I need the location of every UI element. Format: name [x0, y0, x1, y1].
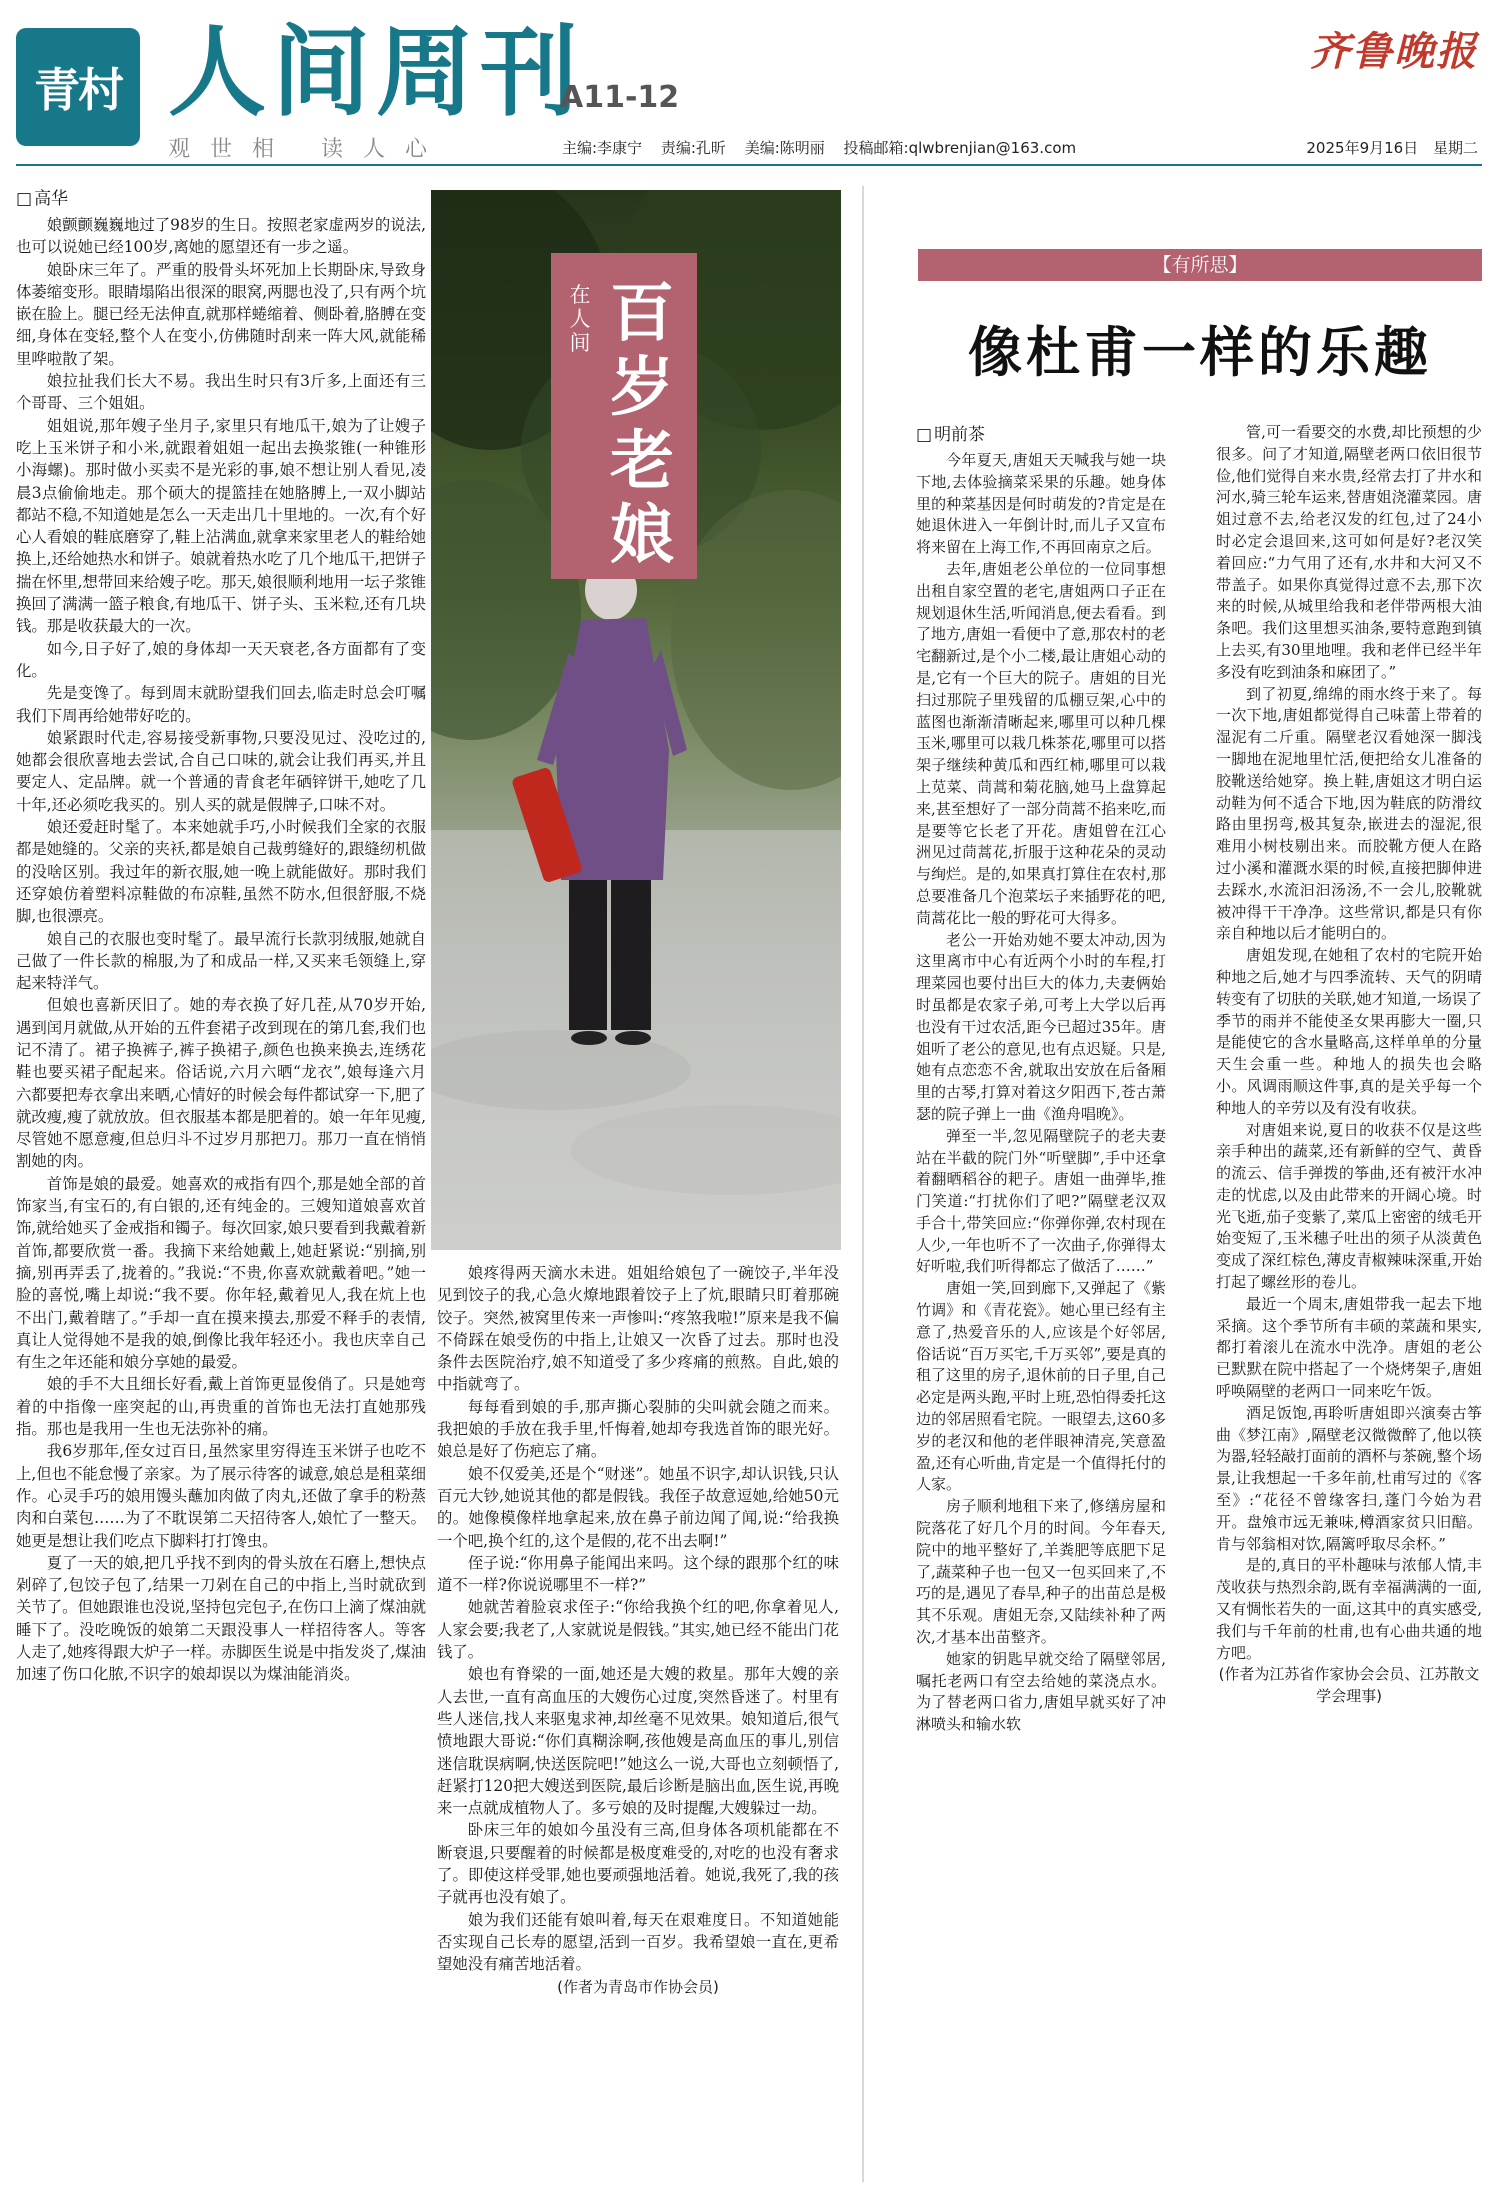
date-text: 2025年9月16日 [1306, 139, 1419, 157]
paragraph: 最近一个周末,唐姐带我一起去下地采摘。这个季节所有丰硕的菜蔬和果实,都打着滚儿在流水中洗净。唐姐的老公已默默在院中搭起了一个烧烤架子,唐姐呼唤隔壁的老两口一同来吃午饭。 [1216, 1294, 1482, 1401]
paragraph: 每每看到娘的手,那声撕心裂肺的尖叫就会随之而来。我把娘的手放在我手里,忏悔着,她却夸我选首饰的眼光好。娘总是好了伤疤忘了痛。 [437, 1397, 839, 1461]
column-divider [862, 186, 864, 2182]
paragraph: 今年夏天,唐姐天天喊我与她一块下地,去体验摘菜采果的乐趣。她身体里的种菜基因是何时萌发的?肯定是在她退休进入一年倒计时,而儿子又宣布将来留在上海工作,不再回南京之后。 [916, 451, 1166, 557]
slogan: 观世相 读人心 [168, 137, 447, 162]
paragraph: 房子顺利地租下来了,修缮房屋和院落花了好几个月的时间。今年春天,院中的地平整好了,羊粪肥等底肥下足了,蔬菜种子也一包又一包买回来了,不巧的是,遇见了春旱,种子的出苗总是极其不乐观。唐姐无奈,又陆续补种了两次,才基本出苗整齐。 [916, 1497, 1166, 1647]
paragraph: 娘也有脊梁的一面,她还是大嫂的救星。那年大嫂的亲人去世,一直有高血压的大嫂伤心过度,突然昏迷了。村里有些人迷信,找人来驱鬼求神,却丝毫不见效果。娘知道后,很气愤地跟大哥说:“你们真糊涂啊,孩他嫂是高血压的事儿,别信迷信耽误病啊,快送医院吧!”她这么一说,大哥也立刻顿悟了,赶紧打120把大嫂送到医院,最后诊断是脑出血,医生说,再晚来一点就成植物人了。多亏娘的及时提醒,大嫂躲过一劫。 [437, 1665, 839, 1818]
paragraph: 管,可一看要交的水费,却比预想的少很多。问了才知道,隔壁老两口依旧很节俭,他们觉得自来水贵,经常去打了井水和河水,骑三轮车运来,替唐姐浇灌菜园。唐姐过意不去,给老汉发的红包,过了24小时必定会退回来,这可如何是好?老汉笑着回应:“力气用了还有,水井和大河又不带盖子。如果你真觉得过意不去,那下次来的时候,从城里给我和老伴带两根大油条吧。我们这里想买油条,要特意跑到镇上去买,有30里地哩。我和老伴已经半年多没有吃到油条和麻团了。” [1216, 423, 1482, 681]
feature-section-tag: 在人间 [569, 283, 591, 355]
paragraph: 姐姐说,那年嫂子坐月子,家里只有地瓜干,娘为了让嫂子吃上玉米饼子和小米,就跟着姐姐一起出去换浆锥(一种锥形小海螺)。那时做小买卖不是光彩的事,娘不想让别人看见,凌晨3点偷偷地走。那个硕大的提篮挂在她胳膊上,一双小脚站都站不稳,不知道她是怎么一天走出几十里地的。一次,有个好心人看娘的鞋底磨穿了,鞋上沾满血,就拿来家里老人的鞋给她换上,还给她热水和饼子。娘就着热水吃了几个地瓜干,把饼子揣在怀里,想带回来给嫂子吃。那天,娘很顺利地用一坛子浆锥换回了满满一篮子粮食,有地瓜干、饼子头、玉米粒,还有几块钱。那是收获最大的一次。 [16, 416, 426, 636]
paragraph: 娘还爱赶时髦了。本来她就手巧,小时候我们全家的衣服都是她缝的。父亲的夹袄,都是娘自己裁剪缝好的,跟缝纫机做的没啥区别。我过年的新衣服,她一晚上就能做好。那时我们还穿娘仿着塑料凉鞋做的布凉鞋,虽然不防水,但很舒服,不烧脚,也很漂亮。 [16, 818, 426, 926]
paragraph: 娘拉扯我们长大不易。我出生时只有3斤多,上面还有三个哥哥、三个姐姐。 [16, 372, 426, 413]
paragraph: 娘紧跟时代走,容易接受新事物,只要没见过、没吃过的,她都会很欣喜地去尝试,合自己口味的,就会让我们再买,并且要定人、定品牌。就一个普通的青食老年硒锌饼干,她吃了几十年,还必须吃我买的。别人买的就是假牌子,口味不对。 [16, 728, 426, 814]
paragraph: 娘的手不大且细长好看,戴上首饰更显俊俏了。只是她弯着的中指像一座突起的山,再贵重的首饰也无法打直她那残指。那也是我用一生也无法弥补的痛。 [16, 1375, 426, 1439]
feature-column-2 [437, 1262, 839, 2112]
paragraph: 但娘也喜新厌旧了。她的寿衣换了好几茬,从70岁开始,遇到闰月就做,从开始的五件套裙子改到现在的第几套,我们也记不清了。裙子换裤子,裤子换裙子,颜色也换来换去,连绣花鞋也要买裙子配起来。俗话说,六月六晒“龙衣”,娘每逢六月六都要把寿衣拿出来晒,心情好的时候会每件都试穿一下,肥了就改瘦,瘦了就放放。但衣服基本都是肥着的。娘一年年见瘦,尽管她不愿意瘦,但总归斗不过岁月那把刀。那刀一直在悄悄割她的肉。 [16, 996, 426, 1171]
feature-column-1 [16, 186, 426, 2191]
paragraph: 到了初夏,绵绵的雨水终于来了。每一次下地,唐姐都觉得自己味蕾上带着的湿泥有二斤重。隔壁老汉看她深一脚浅一脚地在泥地里忙活,便把给女儿准备的胶靴送给她穿。换上鞋,唐姐这才明白运动鞋为何不适合下地,因为鞋底的防滑纹路由里拐弯,极其复杂,嵌进去的湿泥,很难用小树枝剔出来。而胶靴方便人在路过小溪和灌溉水渠的时候,直接把脚伸进去踩水,水流汩汩汤汤,不一会儿,胶靴就被冲得干干净净。这些常识,都是只有你亲自种地以后才能明白的。 [1216, 684, 1482, 943]
feature-title: 百岁老娘 [610, 276, 674, 573]
newspaper-brand: 齐鲁晚报 [1310, 28, 1478, 75]
essay-section-tag: 【有所思】 [918, 249, 1482, 281]
feature-byline: □ 高华 [16, 186, 426, 212]
paragraph: 夏了一天的娘,把几乎找不到肉的骨头放在石磨上,想快点剁碎了,包饺子包了,结果一刀剁在自己的中指上,当时就砍到关节了。但她跟谁也没说,坚持包完包子,在伤口上滴了煤油就睡下了。没吃晚饭的娘第二天跟没事人一样招待客人。等客人走了,她疼得跟大炉子一样。赤脚医生说是中指发炎了,煤油加速了伤口化脓,不识字的娘却误以为煤油能消炎。 [16, 1553, 426, 1684]
paragraph: 娘疼得两天滴水未进。姐姐给娘包了一碗饺子,半年没见到饺子的我,心急火燎地跟着饺子上了炕,眼睛只盯着那碗饺子。突然,被窝里传来一声惨叫:“疼煞我啦!”原来是我不偏不倚踩在娘受伤的中指上,让娘又一次昏了过去。那时也没条件去医院治疗,娘不知道受了多少疼痛的煎熬。自此,娘的中指就弯了。 [437, 1264, 839, 1394]
feature-title-block [551, 253, 697, 579]
paragraph: 唐姐一笑,回到廊下,又弹起了《紫竹调》和《青花瓷》。她心里已经有主意了,热爱音乐的人,应该是个好邻居,俗话说“百万买宅,千万买邻”,要是真的租了这里的房子,退休前的日子里,自己必定是两头跑,平时上班,恐怕得委托这边的邻居照看宅院。一眼望去,这60多岁的老汉和他的老伴眼神清亮,笑意盈盈,还有心听曲,肯定是一个值得托付的人家。 [916, 1279, 1166, 1494]
paragraph: 娘为我们还能有娘叫着,每天在艰难度日。不知道她能否实现自己长寿的愿望,活到一百岁。我希望娘一直在,更希望她没有痛苦地活着。 [437, 1910, 839, 1974]
issue-date [1296, 137, 1478, 158]
paragraph: 娘颤颤巍巍地过了98岁的生日。按照老家虚两岁的说法,也可以说她已经100岁,离她的愿望还有一步之遥。 [16, 216, 426, 257]
paragraph: 娘自己的衣服也变时髦了。最早流行长款羽绒服,她就自己做了一件长款的棉服,为了和成品一样,又买来毛领缝上,穿起来特洋气。 [16, 929, 426, 993]
paragraph: 酒足饭饱,再聆听唐姐即兴演奏古筝曲《梦江南》,隔壁老汉微微醉了,他以筷为器,轻轻敲打面前的酒杯与茶碗,整个场景,让我想起一千多年前,杜甫写过的《客至》:“花径不曾缘客扫,蓬门今始为君开。盘飧市远无兼味,樽酒家贫只旧醅。肯与邻翁相对饮,隔篱呼取尽余杯。” [1216, 1403, 1482, 1553]
supplement-title: 人间周刊 [168, 15, 585, 130]
paragraph: 娘卧床三年了。严重的股骨头坏死加上长期卧床,导致身体萎缩变形。眼睛塌陷出很深的眼窝,两腮也没了,只有两个坑嵌在脸上。腿已经无法伸直,就那样蜷缩着、侧卧着,胳膊在变细,身体在变轻,整个人在变小,仿佛随时刮来一阵大风,就能稀里哗啦散了架。 [16, 260, 426, 368]
submission-email[interactable]: 投稿邮箱:qlwbrenjian@163.com [843, 139, 1077, 157]
feature-author-note: (作者为青岛市作协会员) [557, 1977, 719, 1996]
editor-credit: 主编:李康宁 [562, 139, 643, 157]
essay-byline: □ 明前茶 [916, 422, 1166, 448]
paragraph: 去年,唐姐老公单位的一位同事想出租自家空置的老宅,唐姐两口子正在规划退休生活,听闻消息,便去看看。到了地方,唐姐一看便中了意,那农村的老宅翻新过,是个小二楼,最让唐姐心动的是,它有一个巨大的院子。唐姐的目光扫过那院子里残留的瓜棚豆架,心中的蓝图也渐渐清晰起来,哪里可以种几棵玉米,哪里可以栽几株茶花,哪里可以搭架子继续种黄瓜和西红柿,哪里可以栽上苋菜、茼蒿和菊花脑,她马上盘算起来,甚至想好了一部分茼蒿不掐来吃,而是要等它长老了开花。唐姐曾在江心洲见过茼蒿花,折服于这种花朵的灵动与绚烂。是的,如果真打算住在农村,那总要准备几个泡菜坛子来插野花的吧,茼蒿花比一般的野花可大得多。 [916, 559, 1166, 927]
masthead-rule [16, 164, 1482, 166]
paragraph: 娘不仅爱美,还是个“财迷”。她虽不识字,却认识钱,只认百元大钞,她说其他的都是假钱。我侄子故意逗她,给她50元的。她像模像样地拿起来,放在鼻子前边闻了闻,说:“给我换一个吧,换个红的,这个是假的,花不出去啊!” [437, 1464, 839, 1550]
paragraph: 是的,真日的平朴趣味与浓郁人情,丰茂收获与热烈余韵,既有幸福满满的一面,又有惆怅若失的一面,这其中的真实感受,我们与千年前的杜甫,也有心曲共通的地方吧。 [1216, 1556, 1482, 1662]
duty-editor-credit: 责编:孔昕 [660, 139, 726, 157]
paragraph: 侄子说:“你用鼻子能闻出来吗。这个绿的跟那个红的味道不一样?你说说哪里不一样?” [437, 1553, 839, 1595]
qingcun-logo: 青村 [16, 28, 140, 146]
masthead [0, 0, 1500, 170]
paragraph: 她就苦着脸哀求侄子:“你给我换个红的吧,你拿着见人,人家会要;我老了,人家就说是假钱。”其实,她已经不能出门花钱了。 [437, 1598, 839, 1662]
paragraph: 她家的钥匙早就交给了隔壁邻居,嘱托老两口有空去给她的菜浇点水。为了替老两口省力,唐姐早就买好了冲淋喷头和输水软 [916, 1649, 1166, 1734]
essay-author-note: (作者为江苏省作家协会会员、江苏散文学会理事) [1218, 1665, 1480, 1706]
page-number: A11-12 [560, 80, 680, 115]
paragraph: 先是变馋了。每到周末就盼望我们回去,临走时总会叮嘱我们下周再给她带好吃的。 [16, 684, 426, 725]
essay-headline: 像杜甫一样的乐趣 [968, 320, 1432, 384]
paragraph: 老公一开始劝她不要太冲动,因为这里离市中心有近两个小时的车程,打理菜园也要付出巨大的体力,夫妻俩始时虽都是农家子弟,可考上大学以后再也没有干过农活,距今已超过35年。唐姐听了老公的意见,也有点迟疑。只是,她有点恋恋不舍,就取出安放在后备厢里的古琴,打算对着这夕阳西下,苍古萧瑟的院子弹上一曲《渔舟唱晚》。 [916, 930, 1166, 1123]
paragraph: 弹至一半,忽见隔壁院子的老夫妻站在半截的院门外“听壁脚”,手中还拿着翻晒稻谷的耙子。唐姐一曲弹毕,推门笑道:“打扰你们了吧?”隔壁老汉双手合十,带笑回应:“你弹你弹,农村现在人少,一年也听不了一次曲子,你弹得太好听啦,我们听得都忘了做活了……” [916, 1126, 1166, 1276]
paragraph: 如今,日子好了,娘的身体却一天天衰老,各方面都有了变化。 [16, 639, 426, 680]
essay-column-1 [916, 422, 1166, 2192]
art-editor-credit: 美编:陈明丽 [744, 139, 825, 157]
paragraph: 卧床三年的娘如今虽没有三高,但身体各项机能都在不断衰退,只要醒着的时候都是极度难受的,对吃的也没有奢求了。即使这样受罪,她也要顽强地活着。她说,我死了,我的孩子就再也没有娘了。 [437, 1821, 839, 1907]
editorial-credits [562, 137, 1090, 158]
weekday-text: 星期二 [1432, 139, 1478, 157]
paragraph: 唐姐发现,在她租了农村的宅院开始种地之后,她才与四季流转、天气的阴晴转变有了切肤的关联,她才知道,一场误了季节的雨并不能使圣女果再膨大一圈,只是能使它的含水量略高,这样单单的分量天生会重一些。种地人的损失也会略小。风调雨顺这件事,真的是关乎每一个种地人的辛劳以及有没有收获。 [1216, 946, 1482, 1117]
paragraph: 首饰是娘的最爱。她喜欢的戒指有四个,那是她全部的首饰家当,有宝石的,有白银的,还有纯金的。三嫂知道娘喜欢首饰,就给她买了金戒指和镯子。每次回家,娘只要看到我戴着新首饰,都要欣赏一番。我摘下来给她戴上,她赶紧说:“别摘,别摘,别再弄丢了,拢着的。”我说:“不贵,你喜欢就戴着吧。”她一脸的喜悦,嘴上却说:“我不要。你年轻,戴着见人,我在炕上也不出门,戴着瞎了。”手却一直在摸来摸去,那爱不释手的表情,真让人觉得她不是我的娘,倒像比我年轻还小。我也庆幸自己有生之年还能和娘分享她的最爱。 [16, 1174, 426, 1372]
essay-column-2 [1216, 422, 1482, 2192]
paragraph: 对唐姐来说,夏日的收获不仅是这些亲手种出的蔬菜,还有新鲜的空气、黄昏的流云、信手弹拨的筝曲,还有被汗水冲走的忧虑,以及由此带来的开阔心境。时光飞逝,茄子变紫了,菜瓜上密密的绒毛开始变短了,玉米穗子吐出的须子从淡黄色变成了深红棕色,薄皮青椒辣味深重,开始打起了螺丝形的卷儿。 [1216, 1120, 1482, 1292]
paragraph: 我6岁那年,侄女过百日,虽然家里穷得连玉米饼子也吃不上,但也不能怠慢了亲家。为了展示待客的诚意,娘总是租菜细作。心灵手巧的娘用馒头蘸加肉做了肉丸,还做了拿手的粉蒸肉和白菜包……为了不耽误第二天招待客人,娘忙了一整天。她更是想让我们吃点下脚料打打馋虫。 [16, 1442, 426, 1550]
